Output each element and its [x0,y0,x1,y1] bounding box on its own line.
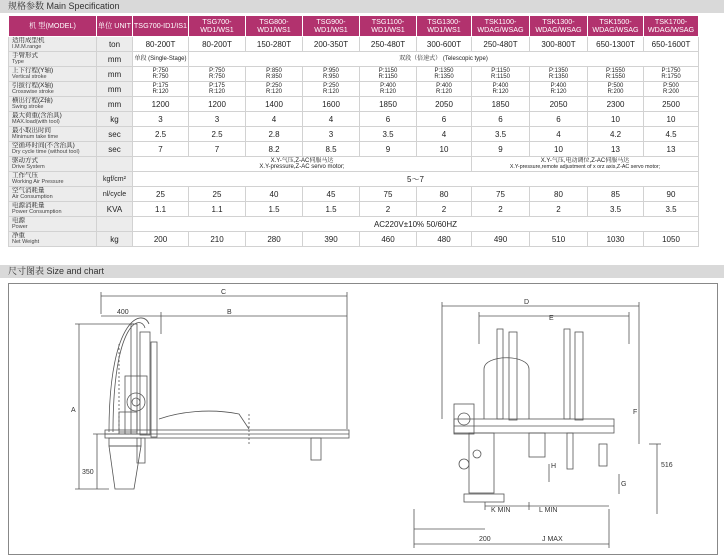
cell: P:1150 R:1150 [472,67,530,82]
cell: 3 [189,112,246,127]
cell: 650-1300T [588,37,644,52]
header-model-9: TSK1500-WDAG/WSAG [588,16,644,37]
cell-drive-left: X.Y-气压,Z-AC伺服马达 X.Y-pressure,Z-AC servo motor; [133,157,472,172]
row-unit: mm [97,97,133,112]
row-unit: ton [97,37,133,52]
cell: 13 [588,142,644,157]
row-label: 电源 Power [9,217,97,232]
cell: 2.5 [189,127,246,142]
cell: 280 [246,232,303,247]
row-crosswise [9,82,699,97]
header-model-6: TSG1300-WD1/WS1 [417,16,472,37]
cell: 90 [644,187,699,202]
dim-b: B [227,309,232,316]
cell: 2 [417,202,472,217]
cell: 510 [530,232,588,247]
cell: 2 [472,202,530,217]
cell: P:750 R:750 [133,67,189,82]
cell: P:1550 R:1550 [588,67,644,82]
row-unit: mm [97,52,133,67]
cell: 4 [246,112,303,127]
cell: P:850 R:850 [246,67,303,82]
chart-section-header [0,265,724,278]
cell: 80-200T [189,37,246,52]
row-unit: mm [97,82,133,97]
cell: 150-280T [246,37,303,52]
row-unit: mm [97,67,133,82]
header-model-2: TSG700-WD1/WS1 [189,16,246,37]
cell: 80 [530,187,588,202]
spec-section-title: 规格参数 Main Specification [8,1,120,11]
cell: 75 [472,187,530,202]
row-label: 空循环时间(不含治具) Dry cycle time (without tool) [9,142,97,157]
cell: P:500 R:200 [644,82,699,97]
cell: 1.1 [189,202,246,217]
cell: 1.5 [246,202,303,217]
cell: 8.5 [303,142,360,157]
cell: P:950 R:950 [303,67,360,82]
cell: 25 [189,187,246,202]
cell: 3.5 [588,202,644,217]
cell: 13 [644,142,699,157]
dim-350: 350 [82,469,94,476]
row-label: 适用成型机 I.M.M.range [9,37,97,52]
dim-516: 516 [661,462,673,469]
cell: P:250 R:120 [303,82,360,97]
cell: 40 [246,187,303,202]
row-label: 最大荷重(含治具) MAX.load(with tool) [9,112,97,127]
cell: 4.5 [644,127,699,142]
row-arm-type [9,52,699,67]
cell: 9 [472,142,530,157]
cell: 25 [133,187,189,202]
cell: 200 [133,232,189,247]
row-unit: kg [97,112,133,127]
cell: P:400 R:120 [417,82,472,97]
dim-c: C [221,289,227,296]
cell: P:1750 R:1750 [644,67,699,82]
cell: 2050 [417,97,472,112]
header-unit: 单位 UNIT [97,16,133,37]
cell: 6 [417,112,472,127]
dim-f: F [633,409,638,416]
cell: P:175 R:120 [133,82,189,97]
dim-h: H [551,463,557,470]
cell: 480 [417,232,472,247]
row-label: 工作气压 Working Air Pressure [9,172,97,187]
cell: 10 [644,112,699,127]
cell: 1850 [360,97,417,112]
cell: 490 [472,232,530,247]
cell: 1200 [133,97,189,112]
cell: 3.5 [472,127,530,142]
cell: 7 [189,142,246,157]
row-unit [97,217,133,232]
dim-kmin: K MIN [491,507,511,514]
cell: 6 [472,112,530,127]
dim-jmax: J MAX [542,536,563,543]
cell: 2.5 [133,127,189,142]
row-unit: sec [97,142,133,157]
cell: 6 [530,112,588,127]
size-chart [8,283,718,555]
header-model: 机 型(MODEL) [9,16,97,37]
right-view [414,302,661,548]
cell: P:400 R:120 [472,82,530,97]
cell: 7 [133,142,189,157]
cell: 1400 [246,97,303,112]
row-power [9,217,699,232]
cell: 2.8 [246,127,303,142]
cell: 4 [417,127,472,142]
row-label: 手臂形式 Type [9,52,97,67]
cell-power: AC220V±10% 50/60HZ [133,217,699,232]
row-weight [9,232,699,247]
cell: 3.5 [644,202,699,217]
cell: 3 [303,127,360,142]
header-model-10: TSK1700-WDAG/WSAG [644,16,699,37]
cell: 390 [303,232,360,247]
header-model-8: TSK1300-WDAG/WSAG [530,16,588,37]
cell: 1850 [472,97,530,112]
cell: 250-480T [360,37,417,52]
row-power-consumption [9,202,699,217]
dim-400: 400 [117,309,129,316]
cell: 1600 [303,97,360,112]
dim-d: D [524,299,530,306]
row-air-consumption [9,187,699,202]
left-view [75,292,349,489]
cell: 9 [360,142,417,157]
cell-air-pressure: 5～7 [133,172,699,187]
spec-table-wrap [8,15,699,247]
cell: 300-600T [417,37,472,52]
cell: 75 [360,187,417,202]
cell: 10 [588,112,644,127]
row-label: 电源消耗量 Power Consumption [9,202,97,217]
row-label: 上下行程(Y轴) Vertical stroke [9,67,97,82]
row-vertical [9,67,699,82]
cell: 4 [303,112,360,127]
dim-lmin: L MIN [539,507,558,514]
row-air-pressure [9,172,699,187]
cell: 1050 [644,232,699,247]
cell: 210 [189,232,246,247]
dim-g: G [621,481,627,488]
spec-section-header [0,0,724,13]
row-swing [9,97,699,112]
cell: 2050 [530,97,588,112]
cell: P:750 R:750 [189,67,246,82]
cell-drive-right: X.Y-气压,电动调位,Z-AC伺服马达 X.Y-pressure,remote adjustment of x orz axis,Z-AC servo motor; [472,157,699,172]
cell: P:500 R:200 [588,82,644,97]
cell: 2 [360,202,417,217]
header-model-1: TSG700-ID1/IS1 [133,16,189,37]
cell: 650-1600T [644,37,699,52]
cell: 200-350T [303,37,360,52]
row-unit [97,157,133,172]
chart-section-title: 尺寸图表 Size and chart [8,266,105,276]
dim-a: A [71,407,76,414]
cell-single-stage: 单段 (Single-Stage) [133,52,189,67]
cell: P:400 R:120 [530,82,588,97]
row-label: 空气消耗量 Air Consumption [9,187,97,202]
cell: 2 [530,202,588,217]
cell: 6 [360,112,417,127]
cell: 2300 [588,97,644,112]
cell: P:1350 R:1350 [417,67,472,82]
header-model-3: TSG800-WD1/WS1 [246,16,303,37]
cell: 1.1 [133,202,189,217]
row-mintake [9,127,699,142]
cell: P:250 R:120 [246,82,303,97]
cell: P:1350 R:1350 [530,67,588,82]
row-imm [9,37,699,52]
header-model-7: TSK1100-WDAG/WSAG [472,16,530,37]
cell: 1030 [588,232,644,247]
row-label: 净重 Net Weight [9,232,97,247]
header-model-4: TSG900-WD1/WS1 [303,16,360,37]
row-unit: nl/cycle [97,187,133,202]
cell: 2500 [644,97,699,112]
cell: 3 [133,112,189,127]
row-unit: kg [97,232,133,247]
cell: 300-800T [530,37,588,52]
cell: 460 [360,232,417,247]
cell: 3.5 [360,127,417,142]
robot-drawing [9,284,717,554]
cell: P:400 R:120 [360,82,417,97]
cell: 10 [417,142,472,157]
cell-telescopic: 双段（倍速式） (Telescopic type) [189,52,699,67]
cell: 4 [530,127,588,142]
header-model-5: TSG1100-WD1/WS1 [360,16,417,37]
cell: 1.5 [303,202,360,217]
cell: P:1150 R:1150 [360,67,417,82]
cell: 1200 [189,97,246,112]
cell: 10 [530,142,588,157]
cell: 85 [588,187,644,202]
row-unit: KVA [97,202,133,217]
cell: 4.2 [588,127,644,142]
row-label: 驱动方式 Drive System [9,157,97,172]
row-label: 横出行程(Z轴) Swing stroke [9,97,97,112]
row-drycycle [9,142,699,157]
row-unit: sec [97,127,133,142]
spec-table [8,15,699,247]
cell: 8.2 [246,142,303,157]
cell: 80 [417,187,472,202]
row-label: 最小取出时间 Minimum take time [9,127,97,142]
row-unit: kgf/cm² [97,172,133,187]
cell: 80-200T [133,37,189,52]
row-drive [9,157,699,172]
row-label: 引拔行程(X轴) Crosswise stroke [9,82,97,97]
cell: 45 [303,187,360,202]
row-maxload [9,112,699,127]
dim-e: E [549,315,554,322]
cell: 250-480T [472,37,530,52]
cell: P:175 R:120 [189,82,246,97]
dim-200: 200 [479,536,491,543]
